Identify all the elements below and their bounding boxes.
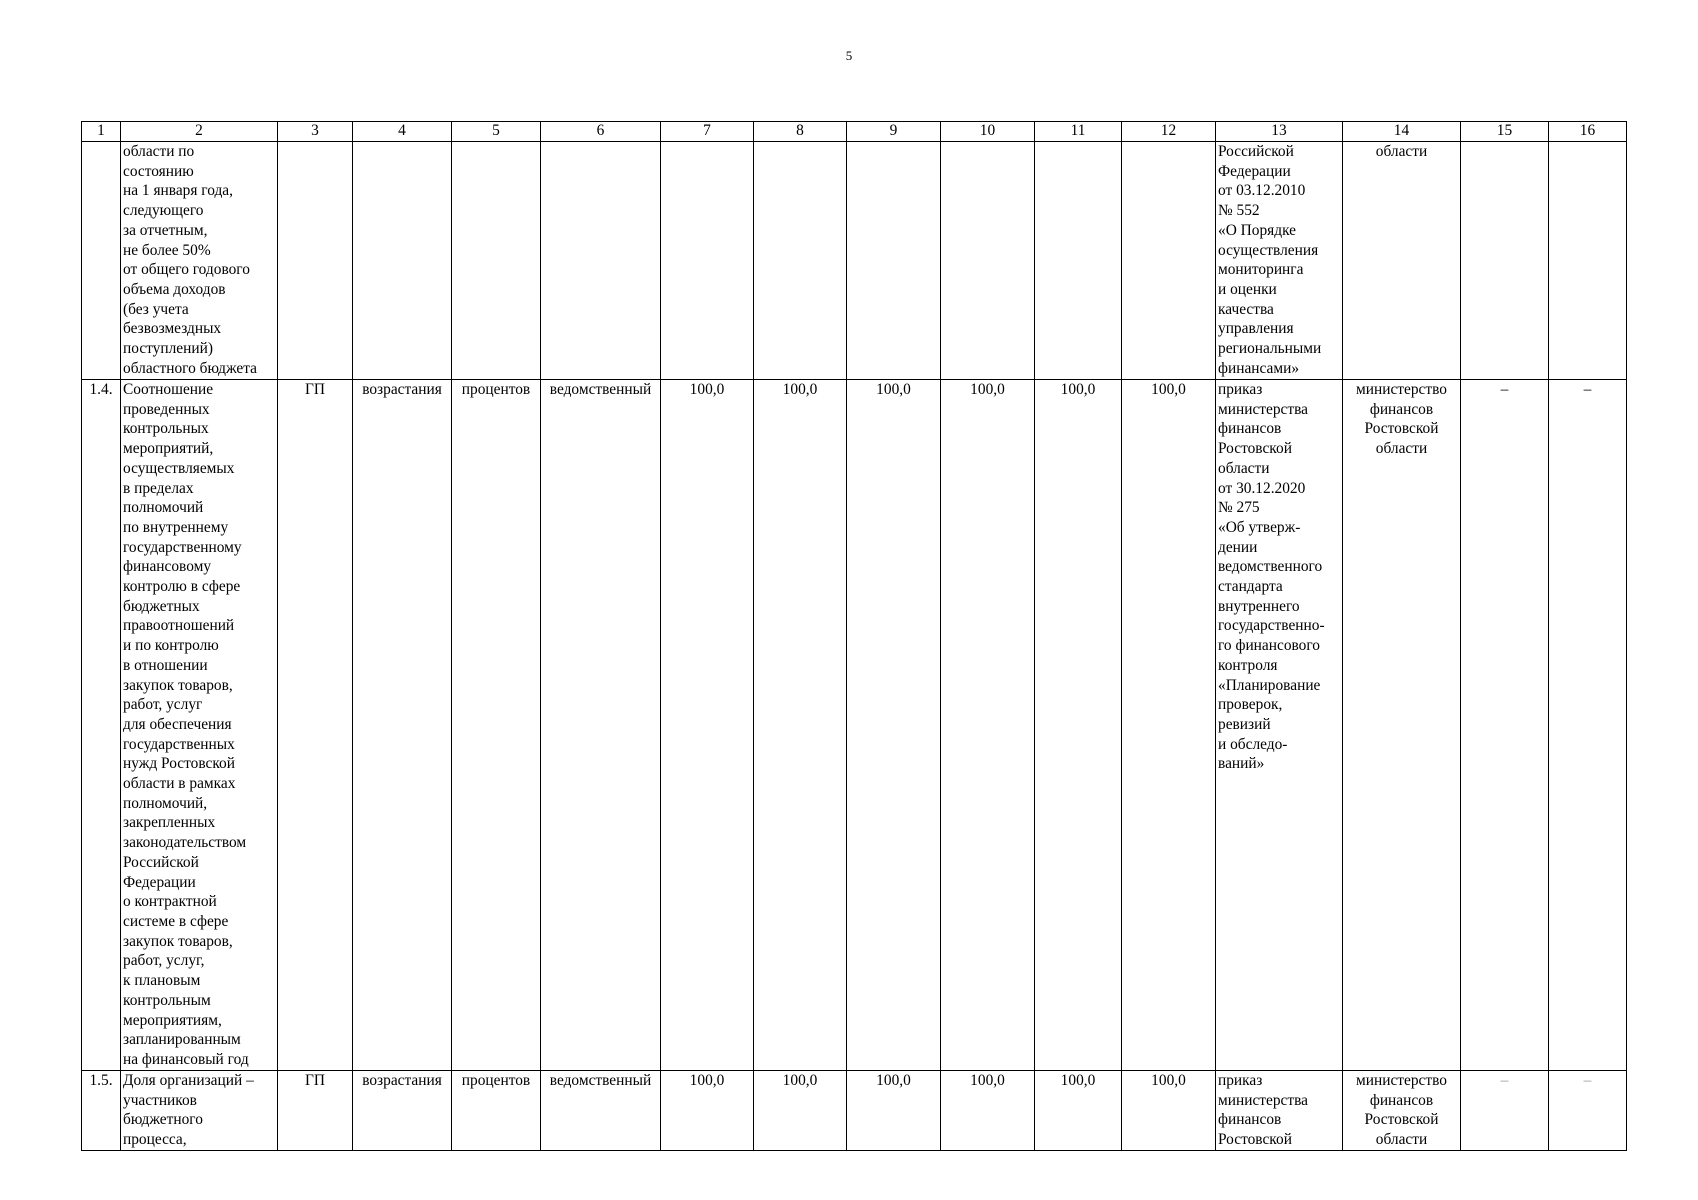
text-line: правоотношений bbox=[123, 617, 235, 635]
text-line: стандарта bbox=[1218, 578, 1283, 596]
page-number: 5 bbox=[845, 48, 853, 63]
table-row bbox=[82, 142, 1627, 380]
indicator-unit: процентов bbox=[452, 1071, 541, 1151]
text-line: Российской bbox=[123, 853, 199, 871]
indicator-name bbox=[121, 380, 278, 1071]
text-line: области bbox=[1375, 440, 1428, 458]
text-line: области по bbox=[123, 143, 195, 160]
text-line: запланированным bbox=[123, 1031, 241, 1049]
text-line: области в рамках bbox=[123, 775, 236, 793]
text-line: управления bbox=[1218, 320, 1294, 338]
value-cell: 100,0 bbox=[1035, 1071, 1122, 1151]
value-cell bbox=[1122, 142, 1216, 380]
text-line: по внутреннему bbox=[123, 518, 229, 536]
text-line: следующего bbox=[123, 202, 204, 220]
responsible-body bbox=[1343, 380, 1461, 1071]
col-header: 3 bbox=[278, 122, 353, 142]
text-line: области bbox=[1218, 459, 1270, 477]
text-line: процесса, bbox=[123, 1131, 187, 1149]
text-line: «Планирование bbox=[1218, 676, 1321, 694]
col-header: 10 bbox=[941, 122, 1035, 142]
indicators-table bbox=[81, 121, 1627, 1151]
indicator-kind: ведомственный bbox=[541, 1071, 661, 1151]
value-cell: 100,0 bbox=[1035, 380, 1122, 1071]
value-cell: 100,0 bbox=[941, 380, 1035, 1071]
text-line: ваний» bbox=[1218, 755, 1265, 773]
text-line: министерства bbox=[1218, 1091, 1308, 1109]
text-line: и оценки bbox=[1218, 280, 1277, 298]
text-line: осуществления bbox=[1218, 241, 1319, 259]
text-line: № 275 bbox=[1218, 499, 1260, 517]
col-header: 5 bbox=[452, 122, 541, 142]
text-line: контрольных bbox=[123, 420, 209, 438]
text-line: № 552 bbox=[1218, 202, 1260, 220]
text-line: от 30.12.2020 bbox=[1218, 479, 1306, 497]
col-header: 9 bbox=[847, 122, 941, 142]
text-line: в пределах bbox=[123, 479, 194, 497]
text-line: Российской bbox=[1218, 143, 1294, 160]
text-line: государственных bbox=[123, 735, 235, 753]
indicator-type: ГП bbox=[278, 380, 353, 1071]
text-line: законодательством bbox=[123, 834, 247, 852]
text-line: от общего годового bbox=[123, 261, 250, 279]
text-line: полномочий bbox=[123, 499, 204, 517]
value-cell: 100,0 bbox=[661, 380, 754, 1071]
text-line: приказ bbox=[1218, 381, 1263, 398]
text-line: финансов bbox=[1369, 400, 1434, 418]
text-line: работ, услуг bbox=[123, 696, 203, 714]
text-line: региональными bbox=[1218, 340, 1322, 358]
source-document bbox=[1216, 1071, 1343, 1151]
col15-cell bbox=[1461, 142, 1549, 380]
responsible-body bbox=[1343, 1071, 1461, 1151]
value-cell: 100,0 bbox=[847, 380, 941, 1071]
col-header: 15 bbox=[1461, 122, 1549, 142]
col15-cell: – bbox=[1461, 1071, 1549, 1151]
text-line: закупок товаров, bbox=[123, 932, 233, 950]
value-cell: 100,0 bbox=[754, 380, 847, 1071]
col-header: 11 bbox=[1035, 122, 1122, 142]
text-line: финансов bbox=[1218, 1111, 1282, 1129]
table-row bbox=[82, 1071, 1627, 1151]
text-line: областного бюджета bbox=[123, 359, 257, 377]
text-line: нужд Ростовской bbox=[123, 755, 235, 773]
text-line: государственному bbox=[123, 538, 242, 556]
value-cell: 100,0 bbox=[1122, 380, 1216, 1071]
text-line: внутреннего bbox=[1218, 597, 1300, 615]
text-line: финансов bbox=[1218, 420, 1282, 438]
text-line: государственно- bbox=[1218, 617, 1325, 635]
text-line: и по контролю bbox=[123, 637, 219, 655]
col16-cell: – bbox=[1549, 1071, 1627, 1151]
value-cell bbox=[661, 142, 754, 380]
indicator-unit bbox=[452, 142, 541, 380]
col-header: 7 bbox=[661, 122, 754, 142]
text-line: «Об утверж- bbox=[1218, 518, 1301, 536]
text-line: го финансового bbox=[1218, 637, 1320, 655]
text-line: Ростовской bbox=[1218, 1131, 1292, 1149]
col-header: 4 bbox=[353, 122, 452, 142]
text-line: финансовому bbox=[123, 558, 212, 576]
indicator-direction: возрастания bbox=[353, 380, 452, 1071]
text-line: мониторинга bbox=[1218, 261, 1304, 279]
col16-cell: – bbox=[1549, 380, 1627, 1071]
text-line: полномочий, bbox=[123, 794, 208, 812]
text-line: от 03.12.2010 bbox=[1218, 182, 1306, 200]
text-line: проверок, bbox=[1218, 696, 1283, 714]
indicator-type bbox=[278, 142, 353, 380]
col-header: 14 bbox=[1343, 122, 1461, 142]
row-number bbox=[82, 142, 121, 380]
text-line: состоянию bbox=[123, 162, 194, 180]
text-line: ведомственного bbox=[1218, 558, 1323, 576]
text-line: объема доходов bbox=[123, 280, 226, 298]
indicator-direction: возрастания bbox=[353, 1071, 452, 1151]
indicator-unit: процентов bbox=[452, 380, 541, 1071]
source-document bbox=[1216, 142, 1343, 380]
value-cell: 100,0 bbox=[1122, 1071, 1216, 1151]
table-row bbox=[82, 380, 1627, 1071]
col-header: 13 bbox=[1216, 122, 1343, 142]
text-line: финансами» bbox=[1218, 359, 1300, 377]
col-header: 6 bbox=[541, 122, 661, 142]
text-line: (без учета bbox=[123, 300, 189, 318]
text-line: бюджетного bbox=[123, 1111, 203, 1129]
text-line: Ростовской bbox=[1364, 1111, 1439, 1129]
text-line: качества bbox=[1218, 300, 1274, 318]
text-line: Федерации bbox=[123, 873, 196, 891]
value-cell: 100,0 bbox=[847, 1071, 941, 1151]
text-line: о контрактной bbox=[123, 893, 217, 911]
text-line: осуществляемых bbox=[123, 459, 235, 477]
text-line: для обеспечения bbox=[123, 715, 232, 733]
text-line: работ, услуг, bbox=[123, 952, 205, 970]
row-number: 1.4. bbox=[82, 380, 121, 1071]
col-header: 1 bbox=[82, 122, 121, 142]
text-line: безвозмездных bbox=[123, 320, 222, 338]
col-header: 16 bbox=[1549, 122, 1627, 142]
text-line: контрольным bbox=[123, 991, 211, 1009]
text-line: Ростовской bbox=[1218, 440, 1292, 458]
row-number: 1.5. bbox=[82, 1071, 121, 1151]
text-line: к плановым bbox=[123, 972, 201, 990]
text-line: в отношении bbox=[123, 656, 208, 674]
text-line: Ростовской bbox=[1364, 420, 1439, 438]
text-line: министерства bbox=[1218, 400, 1308, 418]
text-line: Доля организаций – bbox=[123, 1072, 254, 1089]
text-line: участников bbox=[123, 1091, 197, 1109]
text-line: не более 50% bbox=[123, 241, 211, 259]
col15-cell: – bbox=[1461, 380, 1549, 1071]
text-line: поступлений) bbox=[123, 340, 213, 358]
text-line: бюджетных bbox=[123, 597, 200, 615]
text-line: приказ bbox=[1218, 1072, 1263, 1089]
col16-cell bbox=[1549, 142, 1627, 380]
text-line: и обследо- bbox=[1218, 735, 1288, 753]
text-line: мероприятиям, bbox=[123, 1011, 222, 1029]
indicator-name bbox=[121, 1071, 278, 1151]
indicator-kind bbox=[541, 142, 661, 380]
text-line: мероприятий, bbox=[123, 440, 214, 458]
text-line: дении bbox=[1218, 538, 1258, 556]
indicator-name bbox=[121, 142, 278, 380]
text-line: на финансовый год bbox=[123, 1050, 249, 1068]
text-line: министерство bbox=[1356, 1072, 1447, 1089]
value-cell: 100,0 bbox=[754, 1071, 847, 1151]
responsible-body bbox=[1343, 142, 1461, 380]
col-header: 2 bbox=[121, 122, 278, 142]
value-cell bbox=[941, 142, 1035, 380]
col-header: 8 bbox=[754, 122, 847, 142]
text-line: области bbox=[1375, 1131, 1428, 1149]
source-document bbox=[1216, 380, 1343, 1071]
text-line: области bbox=[1375, 143, 1428, 160]
header-row bbox=[82, 122, 1627, 142]
text-line: Федерации bbox=[1218, 162, 1291, 180]
text-line: на 1 января года, bbox=[123, 182, 233, 200]
text-line: «О Порядке bbox=[1218, 221, 1296, 239]
text-line: ревизий bbox=[1218, 715, 1271, 733]
text-line: министерство bbox=[1356, 381, 1447, 398]
indicator-kind: ведомственный bbox=[541, 380, 661, 1071]
value-cell bbox=[1035, 142, 1122, 380]
indicator-type: ГП bbox=[278, 1071, 353, 1151]
text-line: закупок товаров, bbox=[123, 676, 233, 694]
text-line: контроля bbox=[1218, 656, 1278, 674]
value-cell bbox=[754, 142, 847, 380]
text-line: Соотношение bbox=[123, 381, 214, 398]
text-line: за отчетным, bbox=[123, 221, 208, 239]
text-line: системе в сфере bbox=[123, 912, 229, 930]
text-line: финансов bbox=[1369, 1091, 1434, 1109]
value-cell: 100,0 bbox=[941, 1071, 1035, 1151]
col-header: 12 bbox=[1122, 122, 1216, 142]
value-cell: 100,0 bbox=[661, 1071, 754, 1151]
text-line: закрепленных bbox=[123, 814, 216, 832]
text-line: проведенных bbox=[123, 400, 210, 418]
value-cell bbox=[847, 142, 941, 380]
text-line: контролю в сфере bbox=[123, 578, 241, 596]
indicator-direction bbox=[353, 142, 452, 380]
